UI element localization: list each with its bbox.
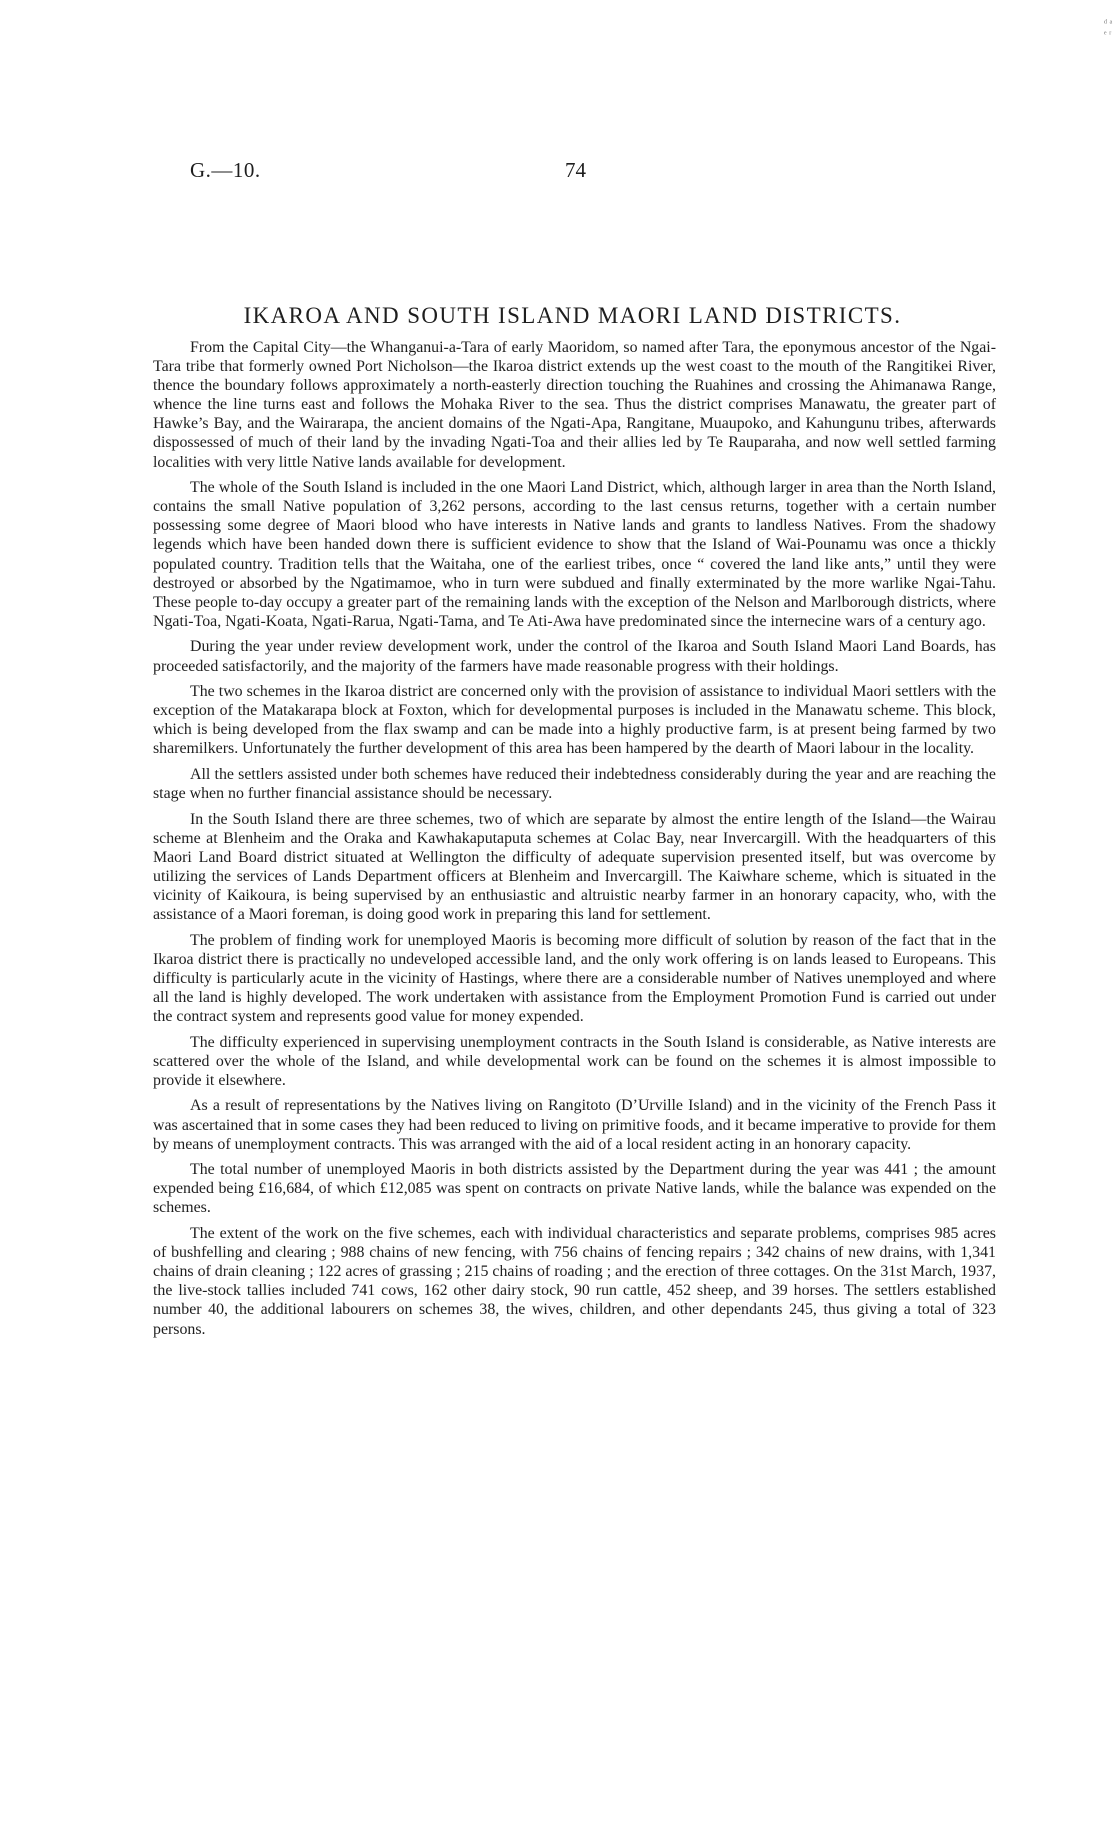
page-number: 74 (565, 158, 586, 182)
paragraph: From the Capital City—the Whanganui-a-Tara of early Maoridom, so named after Tara, the eponymous ancestor of the Ngai-Tara tribe that formerly owned Port Nicholson—the Ikaroa district extends up the west coast to the mouth of the Rangitikei River, thence the boundary follows approximately a north-easterly direction touching the Ruahines and crossing the Ahimanawa Range, whence the line turns east and follows the Mohaka River to the sea. Thus the district comprises Manawatu, the greater part of Hawke’s Bay, and the Wairarapa, the ancient domains of the Ngati-Apa, Rangitane, Muaupoko, and Kahungunu tribes, afterwards dispossessed of much of their land by the invading Ngati-Toa and their allies led by Te Rauparaha, and now well settled farming localities with very little Native lands available for development. (153, 339, 996, 471)
report-reference: G.—10. (190, 158, 261, 182)
paragraph: The two schemes in the Ikaroa district are concerned only with the provision of assistance to individual Maori settlers with the exception of the Matakarapa block at Foxton, which for developmental purposes is included in the Manawatu scheme. This block, which is being developed from the flax swamp and can be made into a highly productive farm, is at present being farmed by two sharemilkers. Unfortunately the further development of this area has been hampered by the dearth of Maori labour in the locality. (153, 683, 996, 758)
paragraph: As a result of representations by the Natives living on Rangitoto (D’Urville Island) and in the vicinity of the French Pass it was ascertained that in some cases they had been reduced to living on primitive foods, and it became imperative to provide for them by means of unemployment contracts. This was arranged with the aid of a local resident acting in an honorary capacity. (153, 1097, 996, 1153)
paragraph: The whole of the South Island is included in the one Maori Land District, which, although larger in area than the North Island, contains the small Native population of 3,262 persons, according to the last census returns, together with a certain number possessing some degree of Maori blood who have interests in Native lands and grants to landless Natives. From the shadowy legends which have been handed down there is sufficient evidence to show that the Island of Wai-Pounamu was once a thickly populated country. Tradition tells that the Waitaha, one of the earliest tribes, once “ covered the land like ants,” until they were destroyed or absorbed by the Ngatimamoe, who in turn were subdued and finally exterminated by the more warlike Ngai-Tahu. These people to-day occupy a greater part of the remaining lands with the exception of the Nelson and Marlborough districts, where Ngati-Toa, Ngati-Koata, Ngati-Rarua, Ngati-Tama, and Te Ati-Awa have predominated since the internecine wars of a century ago. (153, 479, 996, 630)
paragraph: In the South Island there are three schemes, two of which are separate by almost the entire length of the Island—the Wairau scheme at Blenheim and the Oraka and Kawhakaputaputa schemes at Colac Bay, near Invercargill. With the headquarters of this Maori Land Board district situated at Wellington the difficulty of adequate supervision presented itself, but was overcome by utilizing the services of Lands Department officers at Blenheim and Invercargill. The Kaiwhare scheme, which is situated in the vicinity of Kaikoura, is being supervised by an enthusiastic and altruistic nearby farmer in an honorary capacity, who, with the assistance of a Maori foreman, is doing good work in preparing this land for settlement. (153, 810, 996, 924)
paragraph: The problem of finding work for unemployed Maoris is becoming more difficult of solution by reason of the fact that in the Ikaroa district there is practically no undeveloped accessible land, and the only work offering is on lands leased to Europeans. This difficulty is particularly acute in the vicinity of Hastings, where there are a considerable number of Natives unemployed and where all the land is highly developed. The work undertaken with assistance from the Employment Promotion Fund is carried out under the contract system and represents good value for money expended. (153, 931, 996, 1026)
paragraph: The difficulty experienced in supervising unemployment contracts in the South Island is considerable, as Native interests are scattered over the whole of the Island, and while developmental work can be found on the schemes it is almost impossible to provide it elsewhere. (153, 1033, 996, 1089)
paragraph: All the settlers assisted under both schemes have reduced their indebtedness considerably during the year and are reaching the stage when no further financial assistance should be necessary. (153, 765, 996, 803)
body-text (153, 338, 996, 1345)
paragraph: The extent of the work on the five schemes, each with individual characteristics and separate problems, comprises 985 acres of bushfelling and clearing ; 988 chains of new fencing, with 756 chains of fencing repairs ; 342 chains of new drains, with 1,341 chains of drain cleaning ; 122 acres of grassing ; 215 chains of roading ; and the erection of three cottages. On the 31st March, 1937, the live-stock tallies included 741 cows, 162 other dairy stock, 90 run cattle, 452 sheep, and 39 horses. The settlers established number 40, the additional labourers on schemes 38, the wives, children, and other dependants 245, thus giving a total of 323 persons. (153, 1225, 996, 1338)
section-title: IKAROA AND SOUTH ISLAND MAORI LAND DISTRICTS. (243, 303, 902, 328)
paragraph: During the year under review development work, under the control of the Ikaroa and South Island Maori Land Boards, has proceeded satisfactorily, and the majority of the farmers have made reasonable progress with their holdings. (153, 638, 996, 675)
page-edge-mark: ᵈ ᵃ ᵉ ʳ (1104, 18, 1113, 40)
paragraph: The total number of unemployed Maoris in both districts assisted by the Department during the year was 441 ; the amount expended being £16,684, of which £12,085 was spent on contracts on private Native lands, while the balance was expended on the schemes. (153, 1161, 996, 1217)
